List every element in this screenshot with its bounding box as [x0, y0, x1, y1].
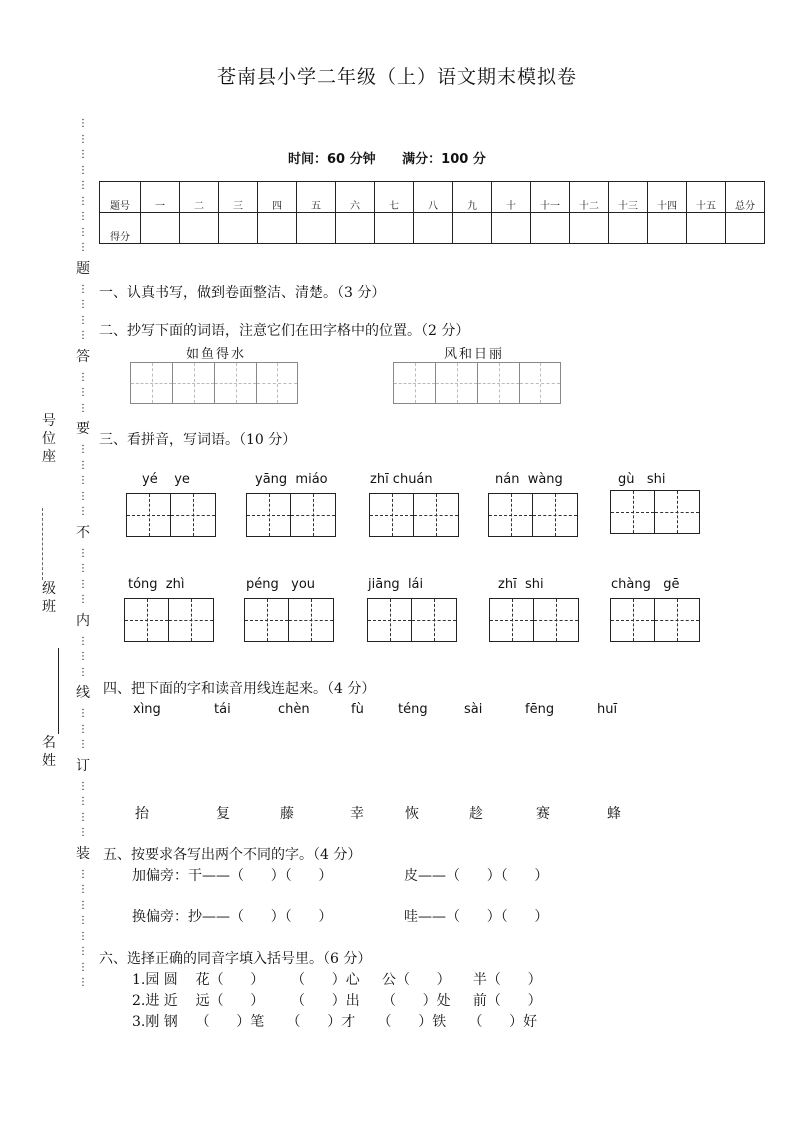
answer-grid[interactable]: [126, 493, 216, 537]
match-char: 恢: [405, 806, 419, 822]
score-header-cell: 一: [141, 182, 180, 213]
score-cell[interactable]: [375, 213, 414, 244]
score-cell[interactable]: [531, 213, 570, 244]
match-pinyin: tái: [214, 702, 231, 717]
question-5-title: 五、按要求各写出两个不同的字。（4 分）: [103, 847, 362, 863]
score-header-cell: 三: [219, 182, 258, 213]
answer-grid[interactable]: [246, 493, 336, 537]
answer-grid[interactable]: [124, 598, 214, 642]
score-cell[interactable]: [414, 213, 453, 244]
score-header-cell: 总分: [726, 182, 765, 213]
binding-word: 题: [76, 260, 90, 277]
score-cell[interactable]: [453, 213, 492, 244]
score-cell[interactable]: [687, 213, 726, 244]
score-cell[interactable]: [219, 213, 258, 244]
score-header-cell: 十二: [570, 182, 609, 213]
pinyin-label: zhī chuán: [370, 472, 433, 487]
score-header-cell: 十三: [609, 182, 648, 213]
score-cell[interactable]: [492, 213, 531, 244]
copy-word-2: 风和日丽: [444, 347, 505, 362]
class-underline: [42, 508, 51, 580]
score-header-cell: 二: [180, 182, 219, 213]
copy-grid-1[interactable]: [130, 362, 298, 404]
score-header-cell: 十一: [531, 182, 570, 213]
score-cell[interactable]: [297, 213, 336, 244]
question-4-title: 四、把下面的字和读音用线连起来。（4 分）: [103, 681, 376, 697]
radical-add-line: 加偏旁：干——（ ）（ ）: [132, 868, 333, 884]
pinyin-label: yāng miáo: [255, 472, 328, 487]
match-char: 复: [216, 806, 230, 822]
match-pinyin: téng: [398, 702, 428, 717]
match-pinyin: huī: [597, 702, 618, 717]
answer-grid[interactable]: [367, 598, 457, 642]
score-header-cell: 十五: [687, 182, 726, 213]
match-pinyin: fēng: [525, 702, 555, 717]
match-char: 幸: [350, 806, 364, 822]
match-pinyin: chèn: [278, 702, 310, 717]
score-header-cell: 题号: [100, 182, 141, 213]
score-cell[interactable]: [609, 213, 648, 244]
score-header-row: [100, 182, 765, 213]
pinyin-label: zhī shi: [498, 577, 544, 592]
score-cell[interactable]: [726, 213, 765, 244]
match-pinyin: fù: [351, 702, 364, 717]
score-header-cell: 六: [336, 182, 375, 213]
binding-word: 要: [76, 421, 90, 437]
answer-grid[interactable]: [244, 598, 334, 642]
radical-swap-line: 哇——（ ）（ ）: [404, 909, 549, 925]
score-cell[interactable]: [336, 213, 375, 244]
pinyin-label: péng you: [246, 577, 316, 592]
radical-swap-line: 换偏旁：抄——（ ）（ ）: [132, 909, 333, 925]
score-header-cell: 十四: [648, 182, 687, 213]
exam-title: 苍南县小学二年级（上）语文期末模拟卷: [216, 66, 577, 88]
answer-grid[interactable]: [489, 598, 579, 642]
pinyin-label: nán wàng: [495, 472, 563, 487]
question-1-title: 一、认真书写，做到卷面整洁、清楚。（3 分）: [99, 285, 386, 301]
score-header-cell: 九: [453, 182, 492, 213]
match-char: 蜂: [607, 806, 621, 822]
copy-grid-2[interactable]: [393, 362, 561, 404]
score-header-cell: 七: [375, 182, 414, 213]
match-char: 赛: [536, 806, 550, 822]
pinyin-label: yé ye: [142, 472, 190, 487]
binding-word: 订: [76, 757, 90, 774]
binding-word: 答: [76, 348, 90, 365]
name-label: 名姓: [42, 735, 56, 769]
answer-grid[interactable]: [610, 490, 700, 534]
match-char: 抬: [135, 806, 149, 822]
time-limit: 时间：60 分钟: [288, 152, 376, 167]
question-2-title: 二、抄写下面的词语，注意它们在田字格中的位置。（2 分）: [99, 323, 470, 339]
homophone-line: 3.刚 钢 （ ）笔 （ ）才 （ ）铁 （ ）好: [132, 1014, 538, 1030]
answer-grid[interactable]: [610, 598, 700, 642]
answer-grid[interactable]: [369, 493, 459, 537]
question-3-title: 三、看拼音，写词语。（10 分）: [99, 432, 297, 448]
pinyin-label: gù shi: [618, 472, 666, 487]
question-6-title: 六、选择正确的同音字填入括号里。（6 分）: [99, 951, 372, 967]
pinyin-label: jiāng lái: [368, 577, 424, 592]
name-underline: [58, 648, 59, 734]
binding-line: ⋮ ⋮ ⋮ ⋮ ⋮ ⋮ ⋮ ⋮ ⋮ 题 ⋮ ⋮ ⋮ ⋮ 答 ⋮ ⋮ ⋮ 要 ⋮ ⋮ ⋮ ⋮ ⋮ 不 ⋮ ⋮ ⋮ ⋮ 内 ⋮ ⋮ ⋮ 线 ⋮ ⋮ ⋮ 订 ⋮ ⋮ ⋮ ⋮ 装 ⋮ ⋮ ⋮ ⋮ ⋮ ⋮ ⋮ ⋮: [76, 118, 90, 988]
binding-word: 不: [76, 524, 90, 541]
binding-word: 内: [76, 612, 90, 629]
score-header-cell: 五: [297, 182, 336, 213]
full-score: 满分：100 分: [402, 152, 486, 167]
score-row-label: 得分: [100, 213, 141, 244]
score-cell[interactable]: [648, 213, 687, 244]
score-cell[interactable]: [570, 213, 609, 244]
class-label: 级班: [42, 581, 56, 615]
match-char: 藤: [280, 806, 294, 822]
match-pinyin: xìng: [133, 702, 161, 717]
score-table: [99, 181, 765, 244]
radical-add-line: 皮——（ ）（ ）: [404, 868, 549, 884]
homophone-line: 1.园 圆 花（ ） （ ）心 公（ ） 半（ ）: [132, 972, 542, 988]
score-cell[interactable]: [180, 213, 219, 244]
homophone-line: 2.进 近 远（ ） （ ）出 （ ）处 前（ ）: [132, 993, 542, 1009]
score-header-cell: 八: [414, 182, 453, 213]
binding-word: 装: [76, 845, 90, 862]
pinyin-label: tóng zhì: [128, 577, 185, 592]
binding-word: 线: [76, 685, 90, 701]
pinyin-label: chàng gē: [611, 577, 680, 592]
score-header-cell: 四: [258, 182, 297, 213]
match-pinyin: sài: [464, 702, 483, 717]
score-cell[interactable]: [141, 213, 180, 244]
seat-number-label: 号位座: [42, 413, 56, 465]
answer-grid[interactable]: [488, 493, 578, 537]
match-char: 趁: [469, 806, 483, 822]
exam-info: [288, 148, 508, 167]
score-row: [100, 213, 765, 244]
score-cell[interactable]: [258, 213, 297, 244]
score-header-cell: 十: [492, 182, 531, 213]
copy-word-1: 如鱼得水: [186, 347, 247, 362]
